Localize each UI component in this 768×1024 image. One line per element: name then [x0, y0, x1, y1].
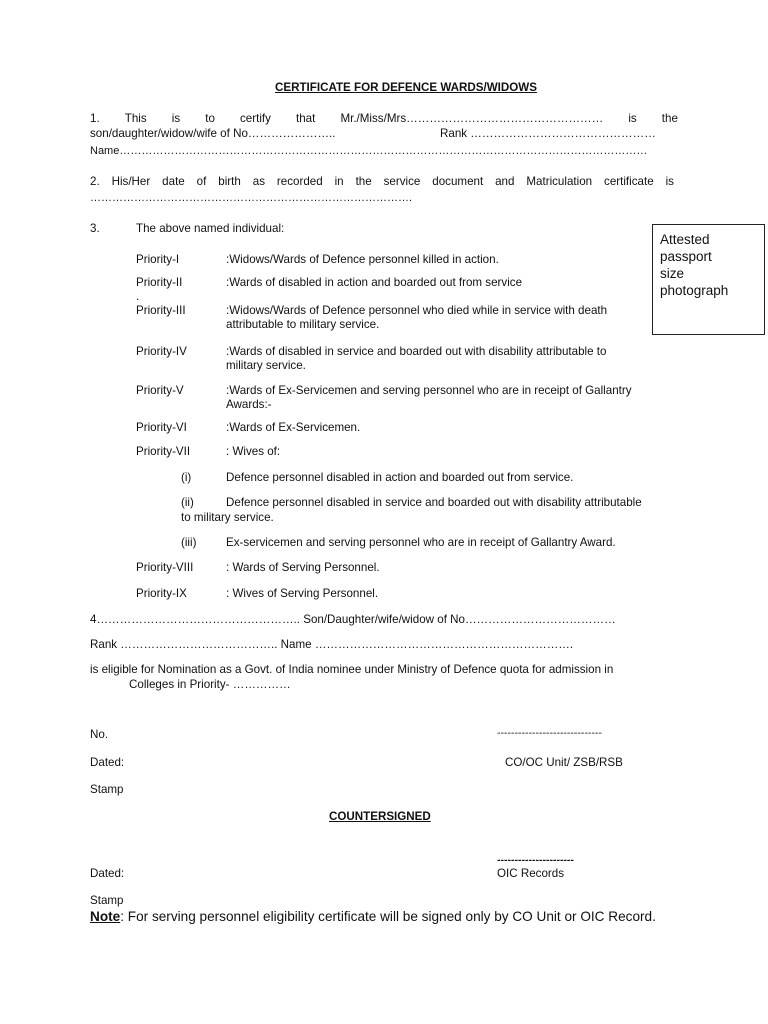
- p2-word: the: [355, 175, 372, 188]
- subitem-number: (iii): [181, 536, 197, 549]
- priority-text: :Wards of disabled in action and boarded out from service: [226, 276, 523, 289]
- p2-word: is: [665, 175, 674, 188]
- priority-label: Priority-II: [136, 276, 183, 289]
- dated-label-2: Dated:: [90, 867, 125, 880]
- number-label: No.: [90, 728, 109, 741]
- priority-label: Priority-VIII: [136, 561, 194, 574]
- p1-word: is: [171, 112, 181, 125]
- priority-text-continued: Awards:-: [226, 398, 272, 411]
- p1-word: This: [124, 112, 147, 125]
- p2-word: document: [432, 175, 484, 188]
- note-text: : For serving personnel eligibility certificate will be signed only by CO Unit or OIC Record.: [120, 909, 656, 924]
- priority-text: :Widows/Wards of Defence personnel who died while in service with death: [226, 304, 608, 317]
- subitem-text: Ex-servicemen and serving personnel who are in receipt of Gallantry Award.: [226, 536, 616, 549]
- paragraph-1-line-1: [90, 112, 678, 126]
- page-title: CERTIFICATE FOR DEFENCE WARDS/WIDOWS: [275, 81, 537, 94]
- dated-label: Dated:: [90, 756, 125, 769]
- stamp-label-2: Stamp: [90, 894, 124, 907]
- signature-line: ------------------------------: [497, 727, 602, 739]
- subitem-number: (i): [181, 471, 192, 484]
- photo-caption-line: Attested: [660, 232, 710, 247]
- p1-word: is: [628, 112, 637, 125]
- priority-label: Priority-IV: [136, 345, 187, 358]
- priority-text: :Wards of disabled in service and boarded out with disability attributable to: [226, 345, 607, 358]
- photo-caption-line: passport: [660, 249, 712, 264]
- service-number-blank: son/daughter/widow/wife of No…………………..: [90, 127, 336, 140]
- p1-word: 1.: [90, 112, 100, 125]
- p2-word: service: [383, 175, 421, 188]
- p2-word: and: [495, 175, 515, 188]
- note: [90, 910, 656, 924]
- priority-text: :Widows/Wards of Defence personnel killed in action.: [226, 253, 499, 266]
- subitem-text-continued: to military service.: [181, 511, 274, 524]
- priority-label: Priority-IX: [136, 587, 187, 600]
- p2-word: recorded: [276, 175, 323, 188]
- priority-text: : Wards of Serving Personnel.: [226, 561, 380, 574]
- p1-word: certify: [240, 112, 271, 125]
- paragraph-4-line-1: 4…………………………………………….. Son/Daughter/wife/widow of No…………………………………: [90, 613, 616, 626]
- birth-date-blank: …………………………………………………………………………….: [90, 192, 413, 204]
- priority-label: Priority-VII: [136, 445, 191, 458]
- name-line: Name………………………………………………………………………………………………………………………………: [90, 145, 648, 157]
- photograph-box: [652, 224, 765, 335]
- priority-text-continued: military service.: [226, 359, 306, 372]
- paragraph-4-line-2: Rank ………………………………….. Name ………………………………………………………….: [90, 638, 574, 651]
- paragraph-4-line-4: Colleges in Priority- ……………: [129, 678, 291, 691]
- p2-word: of: [196, 175, 207, 188]
- oic-records-label: OIC Records: [497, 867, 565, 880]
- p2-word: 2.: [90, 175, 100, 188]
- subitem-text: Defence personnel disabled in action and boarded out from service.: [226, 471, 574, 484]
- priority-text: :Wards of Ex-Servicemen.: [226, 421, 361, 434]
- paragraph-3-number: 3.: [90, 222, 100, 235]
- priority-label: Priority-VI: [136, 421, 187, 434]
- priority-text: :Wards of Ex-Servicemen and serving personnel who are in receipt of Gallantry: [226, 384, 632, 397]
- priority-text: : Wives of:: [226, 445, 281, 458]
- priority-text-continued: attributable to military service.: [226, 318, 380, 331]
- stray-dot: .: [136, 290, 140, 303]
- note-label: Note: [90, 909, 121, 924]
- p2-word: as: [252, 175, 265, 188]
- subitem-text: Defence personnel disabled in service and boarded out with disability attributable: [226, 496, 642, 509]
- p2-word: in: [334, 175, 344, 188]
- p2-word: birth: [218, 175, 241, 188]
- priority-text: : Wives of Serving Personnel.: [226, 587, 379, 600]
- paragraph-4-line-3: is eligible for Nomination as a Govt. of India nominee under Ministry of Defence quota for admission in: [90, 663, 614, 676]
- stamp-label: Stamp: [90, 783, 124, 796]
- p2-word: Matriculation: [526, 175, 593, 188]
- photo-caption-line: size: [660, 266, 685, 281]
- countersigned-heading: COUNTERSIGNED: [329, 810, 431, 823]
- subitem-number: (ii): [181, 496, 194, 509]
- priority-label: Priority-V: [136, 384, 184, 397]
- rank-blank: Rank …………………………………………: [440, 127, 656, 140]
- p1-word: the: [661, 112, 678, 125]
- priority-label: Priority-I: [136, 253, 180, 266]
- paragraph-2-line-1: [90, 175, 674, 189]
- name-blank: Mr./Miss/Mrs……………………………………………: [340, 112, 604, 125]
- p2-word: His/Her: [111, 175, 151, 188]
- p2-word: date: [162, 175, 185, 188]
- photo-caption-line: photograph: [660, 283, 729, 298]
- countersign-line: ----------------------: [497, 854, 574, 866]
- p1-word: that: [296, 112, 316, 125]
- p1-word: to: [205, 112, 215, 125]
- priority-label: Priority-III: [136, 304, 186, 317]
- signatory-title: CO/OC Unit/ ZSB/RSB: [505, 756, 623, 769]
- paragraph-3-intro: The above named individual:: [136, 222, 285, 235]
- p2-word: certificate: [604, 175, 654, 188]
